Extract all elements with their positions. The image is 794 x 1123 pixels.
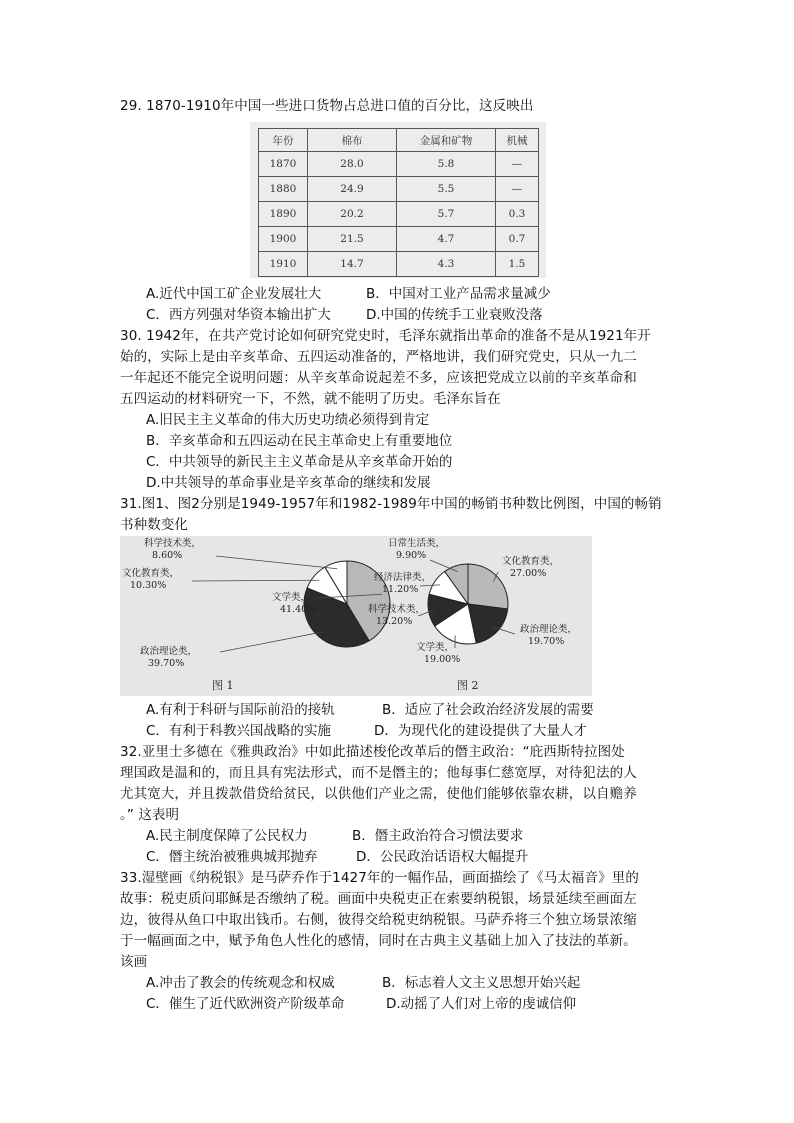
q32-stem-line: 尤其宽大，并且拨款借贷给贫民，以供他们产业之需，使他们能够依靠农耕，以自赡养 [120, 786, 637, 802]
pie-value-label: 11.20% [382, 584, 419, 595]
q30-stem-line: 五四运动的材料研究一下，不然，就不能明了历史。毛泽东旨在 [120, 391, 501, 407]
table-cell: 24.9 [308, 177, 397, 202]
table-cell: 1.5 [496, 252, 539, 277]
pie-category-label: 科学技术类， [144, 538, 202, 549]
q31-option-c: C．有利于科教兴国战略的实施 [146, 723, 331, 739]
table-row [259, 152, 539, 177]
table-cell: 4.3 [397, 252, 496, 277]
pie-value-label: 8.60% [152, 550, 183, 561]
table-cell: 21.5 [308, 227, 397, 252]
table-cell: 20.2 [308, 202, 397, 227]
q32-stem-line: 32.亚里士多德在《雅典政治》中如此描述梭伦改革后的僭主政治：“庇西斯特拉图处 [120, 744, 625, 760]
table-header-cell: 金属和矿物 [397, 129, 496, 152]
q29-option-a: A.近代中国工矿企业发展壮大 [146, 286, 322, 302]
bestseller-pie-figures [120, 536, 592, 696]
fig1-caption: 图 1 [212, 679, 234, 692]
pie-leader-line [220, 632, 323, 652]
table-header-row [259, 129, 539, 152]
table-cell: 1870 [259, 152, 308, 177]
q31-stem-line: 书种数变化 [120, 517, 188, 533]
table-cell: 5.8 [397, 152, 496, 177]
pie-category-label: 政治理论类， [520, 624, 578, 635]
table-cell: 1900 [259, 227, 308, 252]
table-header-cell: 棉布 [308, 129, 397, 152]
pie-value-label: 27.00% [510, 568, 547, 579]
pie-value-label: 10.30% [130, 580, 167, 591]
pie-category-label: 科学技术类， [368, 604, 426, 615]
q29-stem: 29. 1870-1910年中国一些进口货物占总进口值的百分比，这反映出 [120, 98, 534, 114]
q30-option-d: D.中共领导的革命事业是辛亥革命的继续和发展 [146, 475, 431, 491]
q32-option-d: D．公民政治话语权大幅提升 [356, 849, 529, 865]
table-cell: 1880 [259, 177, 308, 202]
pie-charts-svg [120, 536, 592, 696]
q33-stem-line: 33.湿壁画《纳税银》是马萨乔作于1427年的一幅作品，画面描绘了《马太福音》里的 [120, 870, 639, 886]
q31-option-b: B．适应了社会政治经济发展的需要 [382, 702, 594, 718]
q32-option-b: B．僭主政治符合习惯法要求 [352, 828, 524, 844]
q30-stem-line: 一年起还不能完全说明问题：从辛亥革命说起差不多，应该把党成立以前的辛亥革命和 [120, 370, 637, 386]
pie-category-label: 文学类， [416, 642, 455, 653]
table-cell: 0.3 [496, 202, 539, 227]
q31-option-d: D．为现代化的建设提供了大量人才 [374, 723, 587, 739]
q30-stem-line: 30. 1942年，在共产党讨论如何研究党史时，毛泽东就指出革命的准备不是从1921年开 [120, 328, 651, 344]
table-cell: 0.7 [496, 227, 539, 252]
pie-value-label: 19.00% [424, 654, 461, 665]
pie-value-label: 9.90% [396, 550, 427, 561]
q33-option-c: C．催生了近代欧洲资产阶级革命 [146, 996, 345, 1012]
q31-stem-line: 31.图1、图2分别是1949-1957年和1982-1989年中国的畅销书种数比例图，中国的畅销 [120, 496, 662, 512]
pie-category-label: 政治理论类， [140, 646, 198, 657]
pie-leader-line [430, 560, 458, 572]
pie-category-label: 日常生活类， [388, 538, 446, 549]
q30-option-c: C．中共领导的新民主主义革命是从辛亥革命开始的 [146, 454, 453, 470]
q32-option-c: C．僭主统治被雅典城邦抛弃 [146, 849, 318, 865]
table-row [259, 252, 539, 277]
pie-leader-line [192, 580, 319, 581]
q33-stem-line: 于一幅画面之中，赋予角色人性化的感情，同时在古典主义基础上加入了技法的革新。 [120, 933, 637, 949]
table-cell: — [496, 152, 539, 177]
pie-category-label: 文化教育类， [502, 556, 560, 567]
q33-option-a: A.冲击了教会的传统观念和权威 [146, 975, 335, 991]
q30-stem-line: 始的，实际上是由辛亥革命、五四运动准备的，严格地讲，我们研究党史，只从一九二 [120, 349, 637, 365]
table-cell: 1910 [259, 252, 308, 277]
q32-stem-line: 理国政是温和的，而且具有宪法形式，而不是僭主的；他每事仁慈宽厚，对待犯法的人 [120, 765, 637, 781]
pie-leader-line [216, 556, 337, 569]
q29-option-b: B．中国对工业产品需求量减少 [366, 286, 551, 302]
q29-option-c: C．西方列强对华资本输出扩大 [146, 307, 331, 323]
q30-option-a: A.旧民主主义革命的伟大历史功绩必须得到肯定 [146, 412, 430, 428]
pie-value-label: 13.20% [376, 616, 413, 627]
table-row [259, 202, 539, 227]
pie-category-label: 文化教育类， [122, 568, 180, 579]
q31-option-a: A.有利于科研与国际前沿的接轨 [146, 702, 335, 718]
q33-stem-line: 故事：税吏质问耶稣是否缴纳了税。画面中央税吏正在索要纳税银，场景延续至画面左 [120, 891, 637, 907]
table-cell: 5.5 [397, 177, 496, 202]
q33-option-d: D.动摇了人们对上帝的虔诚信仰 [386, 996, 577, 1012]
table-row [259, 177, 539, 202]
table-header-cell: 机械 [496, 129, 539, 152]
q32-stem-line: 。” 这表明 [120, 807, 180, 823]
q29-option-d: D.中国的传统手工业衰败没落 [366, 307, 543, 323]
pie-category-label: 文学类， [272, 592, 311, 603]
q30-option-b: B．辛亥革命和五四运动在民主革命史上有重要地位 [146, 433, 453, 449]
import-table-figure [250, 122, 546, 278]
table-row [259, 227, 539, 252]
q33-stem-line: 边，彼得从鱼口中取出钱币。右侧，彼得交给税吏纳税银。马萨乔将三个独立场景浓缩 [120, 912, 637, 928]
import-table [258, 128, 539, 277]
table-cell: — [496, 177, 539, 202]
table-cell: 1890 [259, 202, 308, 227]
table-cell: 14.7 [308, 252, 397, 277]
q32-option-a: A.民主制度保障了公民权力 [146, 828, 308, 844]
q33-option-b: B．标志着人文主义思想开始兴起 [382, 975, 581, 991]
table-cell: 4.7 [397, 227, 496, 252]
fig2-caption: 图 2 [457, 679, 479, 692]
pie-value-label: 19.70% [528, 636, 565, 647]
pie-category-label: 经济法律类， [374, 572, 432, 583]
table-cell: 28.0 [308, 152, 397, 177]
pie-value-label: 41.40% [280, 604, 317, 615]
pie-slice [468, 564, 508, 609]
table-header-cell: 年份 [259, 129, 308, 152]
q33-stem-line: 该画 [120, 954, 148, 970]
table-cell: 5.7 [397, 202, 496, 227]
pie-value-label: 39.70% [148, 658, 185, 669]
